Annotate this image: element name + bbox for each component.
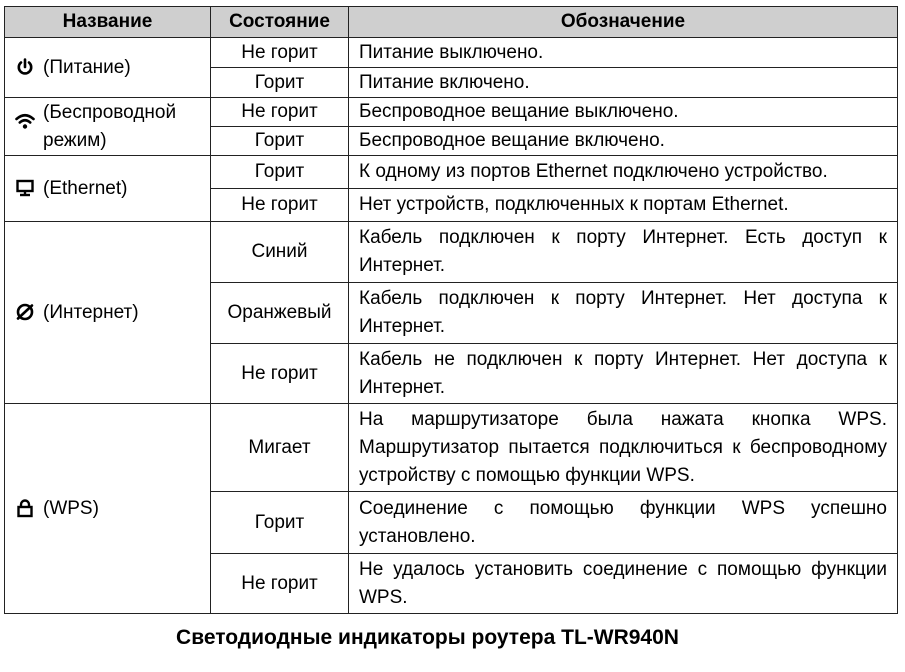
meaning-cell: Питание включено. bbox=[349, 68, 898, 98]
header-name: Название bbox=[5, 7, 211, 38]
meaning-cell: Не удалось установить соединение с помощью функции WPS. bbox=[349, 554, 898, 614]
meaning-cell: Кабель подключен к порту Интернет. Есть доступ к Интернет. bbox=[349, 222, 898, 283]
state-cell: Горит bbox=[211, 492, 349, 554]
state-cell: Горит bbox=[211, 156, 349, 189]
state-cell: Мигает bbox=[211, 404, 349, 492]
name-label: (Интернет) bbox=[43, 301, 139, 323]
meaning-cell: Соединение с помощью функции WPS успешно установлено. bbox=[349, 492, 898, 554]
name-cell-power bbox=[5, 38, 211, 98]
meaning-cell: Нет устройств, подключенных к портам Ethernet. bbox=[349, 189, 898, 222]
ethernet-icon bbox=[15, 178, 35, 198]
state-cell: Не горит bbox=[211, 344, 349, 404]
state-cell: Горит bbox=[211, 127, 349, 156]
name-cell-internet bbox=[5, 222, 211, 404]
state-cell: Оранжевый bbox=[211, 283, 349, 344]
name-label: (Питание) bbox=[43, 56, 131, 78]
figure-caption: Светодиодные индикаторы роутера TL-WR940N bbox=[176, 626, 679, 649]
meaning-cell: Кабель подключен к порту Интернет. Нет доступа к Интернет. bbox=[349, 283, 898, 344]
table-row bbox=[5, 222, 898, 283]
name-label: (WPS) bbox=[43, 497, 99, 519]
led-indicators-table bbox=[4, 6, 898, 614]
wifi-icon bbox=[15, 111, 35, 131]
state-cell: Не горит bbox=[211, 554, 349, 614]
meaning-cell: На маршрутизаторе была нажата кнопка WPS. Маршрутизатор пытается подключиться к беспроводному устройству с помощью функции WPS. bbox=[349, 404, 898, 492]
power-icon bbox=[15, 57, 35, 77]
table-row bbox=[5, 98, 898, 127]
state-cell: Синий bbox=[211, 222, 349, 283]
state-cell: Не горит bbox=[211, 98, 349, 127]
meaning-cell: Беспроводное вещание включено. bbox=[349, 127, 898, 156]
state-cell: Не горит bbox=[211, 189, 349, 222]
table-header-row bbox=[5, 7, 898, 38]
table-row bbox=[5, 38, 898, 68]
meaning-cell: Питание выключено. bbox=[349, 38, 898, 68]
meaning-cell: К одному из портов Ethernet подключено устройство. bbox=[349, 156, 898, 189]
header-state: Состояние bbox=[211, 7, 349, 38]
name-cell-wireless bbox=[5, 98, 211, 156]
name-cell-ethernet bbox=[5, 156, 211, 222]
name-label: (Ethernet) bbox=[43, 177, 128, 199]
name-cell-wps bbox=[5, 404, 211, 614]
table-row bbox=[5, 404, 898, 492]
state-cell: Не горит bbox=[211, 38, 349, 68]
internet-icon bbox=[15, 302, 35, 322]
name-label: (Беспроводной режим) bbox=[43, 101, 177, 151]
table-row bbox=[5, 156, 898, 189]
wps-lock-icon bbox=[15, 498, 35, 518]
meaning-cell: Кабель не подключен к порту Интернет. Нет доступа к Интернет. bbox=[349, 344, 898, 404]
header-meaning: Обозначение bbox=[349, 7, 898, 38]
state-cell: Горит bbox=[211, 68, 349, 98]
meaning-cell: Беспроводное вещание выключено. bbox=[349, 98, 898, 127]
